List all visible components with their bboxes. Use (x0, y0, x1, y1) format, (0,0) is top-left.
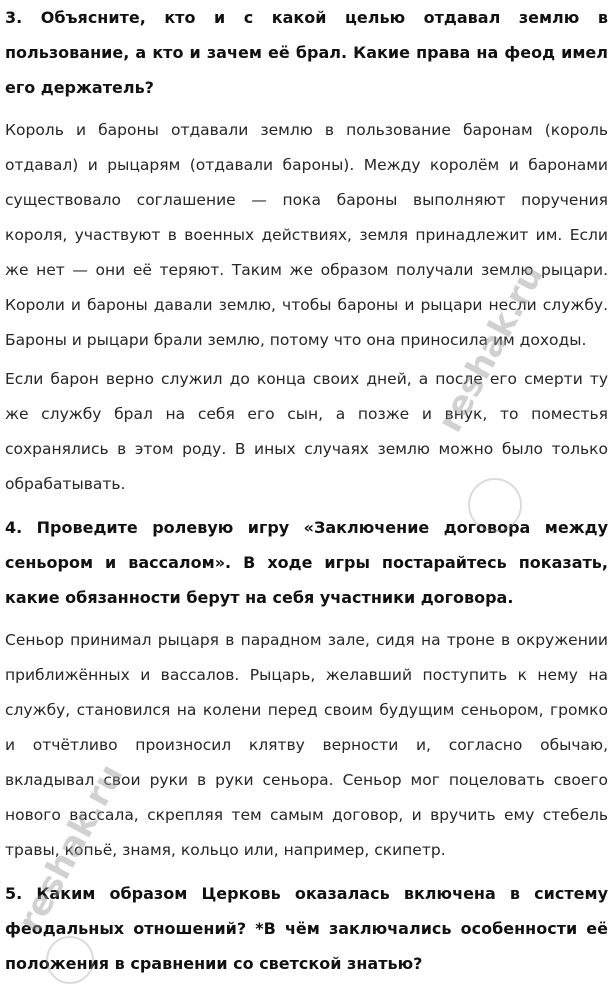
question-3-heading: 3. Объясните, кто и с какой целью отдавал землю в пользование, а кто и зачем её брал. Какие права на феод имел его держатель? (5, 8, 608, 97)
question-4-answer-paragraph-1: Сеньор принимал рыцаря в парадном зале, сидя на троне в окружении приближённых и вассалов. Рыцарь, желавший поступить к нему на службу, становился на колени перед своим будущим сеньором, громко и отчётливо произносил клятву верности и, согласно обычаю, вкладывал свои руки в руки сеньора. Сеньор мог поцеловать своего нового вассала, скрепляя тем самым договор, и вручить ему стебель травы, копьё, знамя, кольцо или, например, скипетр. (5, 631, 608, 859)
question-3-answer-paragraph-2: Если барон верно служил до конца своих дней, а после его смерти ту же службу брал на себя его сын, а позже и внук, то поместья сохранялись в этом роду. В иных случаях землю можно было только обрабатывать. (5, 370, 608, 493)
question-5-heading: 5. Каким образом Церковь оказалась включена в систему феодальных отношений? *В чём заключались особенности её положения в сравнении со светской знатью? (5, 884, 608, 973)
question-3-answer-paragraph-1: Король и бароны отдавали землю в пользование баронам (король отдавал) и рыцарям (отдавали бароны). Между королём и баронами существовало соглашение — пока бароны выполняют поручения короля, участвуют в военных действиях, земля принадлежит им. Если же нет — они её теряют. Таким же образом получали землю рыцари. Короли и бароны давали землю, чтобы бароны и рыцари несли службу. Бароны и рыцари брали землю, потому что она приносила им доходы. (5, 121, 608, 349)
question-4-heading: 4. Проведите ролевую игру «Заключение договора между сеньором и вассалом». В ходе игры постарайтесь показать, какие обязанности берут на себя участники договора. (5, 518, 608, 607)
watermark-text: reshak.ru (10, 757, 132, 939)
watermark-text: reshak.ru (430, 257, 552, 439)
